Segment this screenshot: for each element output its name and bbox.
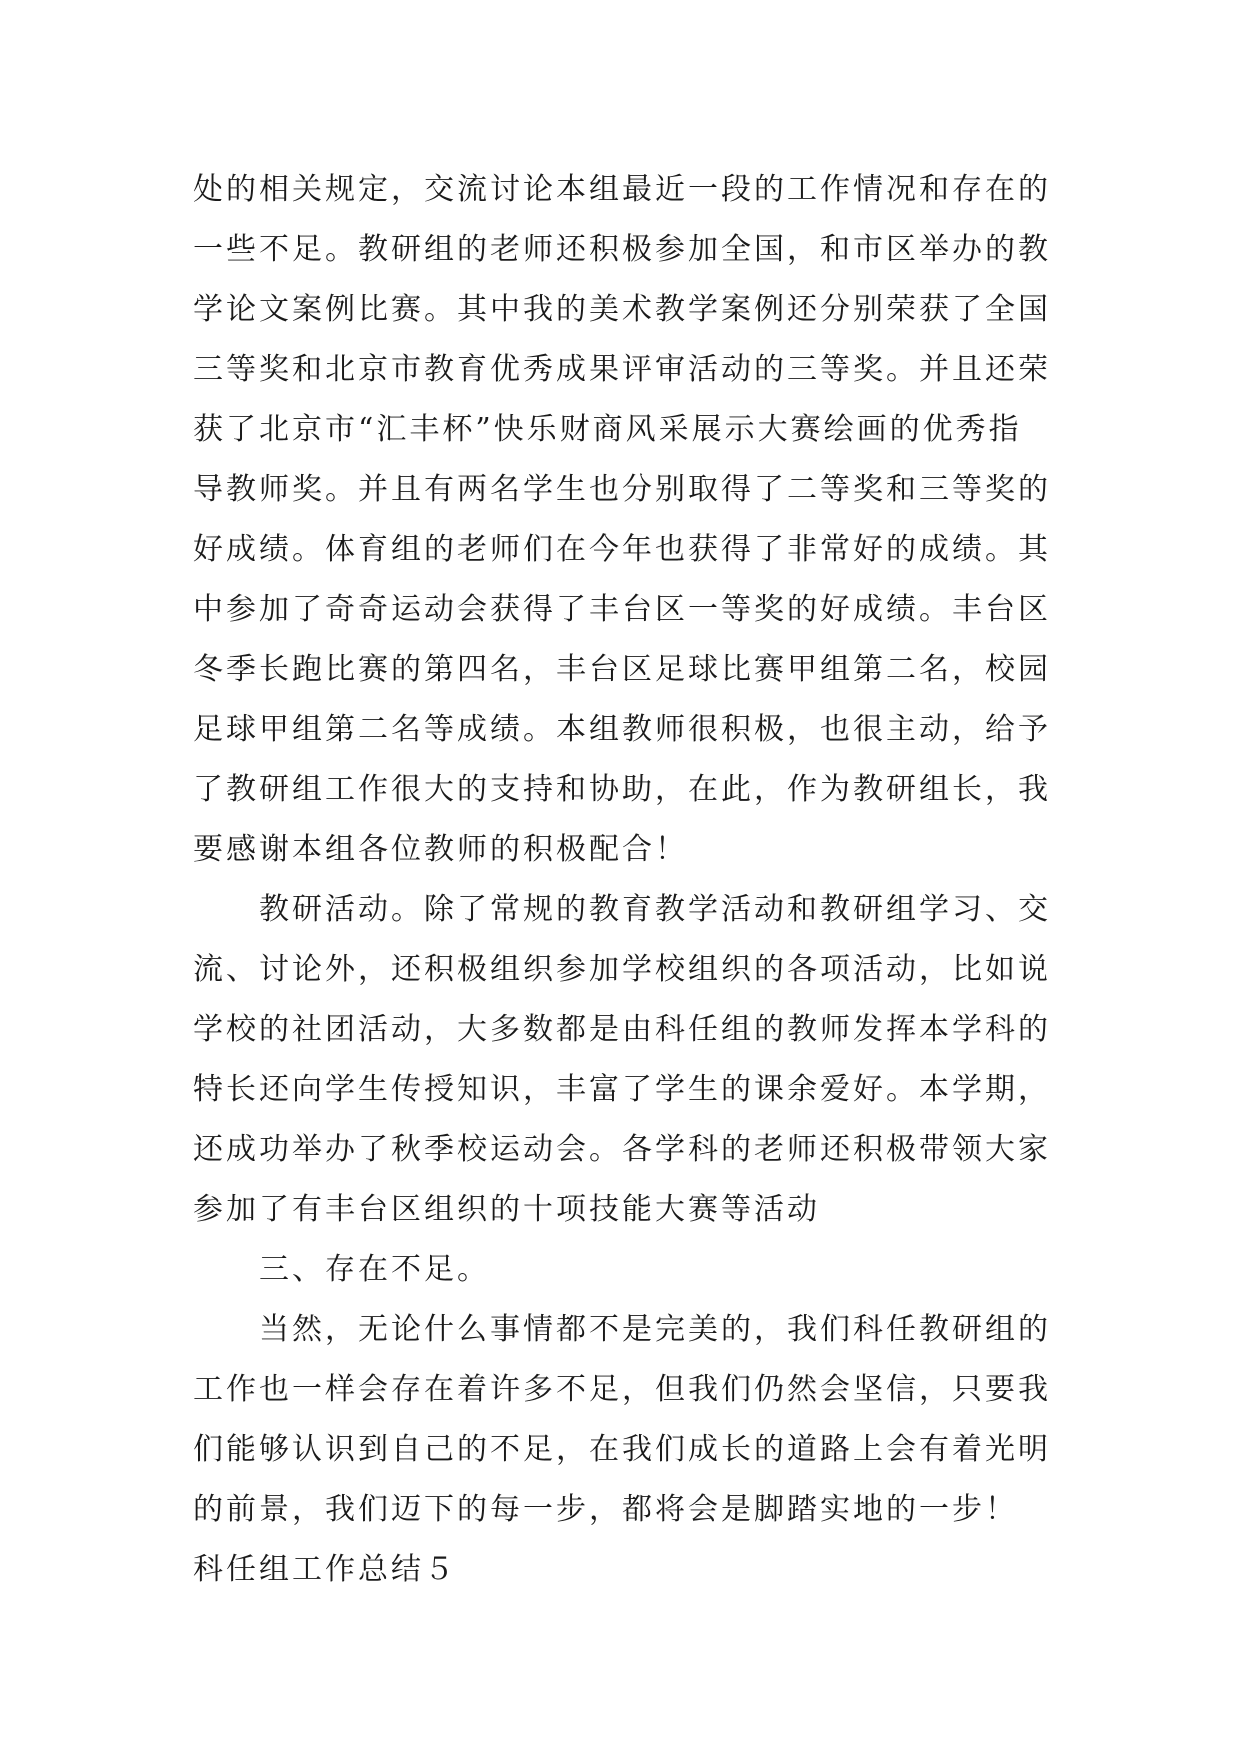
- text-line: 们能够认识到自己的不足，在我们成长的道路上会有着光明: [193, 1432, 1051, 1467]
- text-line: 还成功举办了秋季校运动会。各学科的老师还积极带领大家: [193, 1132, 1051, 1167]
- paragraph-activities: [193, 880, 1073, 1240]
- section-heading: 三、存在不足。: [259, 1252, 490, 1287]
- next-section-title: 科任组工作总结５: [193, 1552, 457, 1587]
- text-line: 处的相关规定，交流讨论本组最近一段的工作情况和存在的: [193, 172, 1051, 207]
- text-line: 导教师奖。并且有两名学生也分别取得了二等奖和三等奖的: [193, 472, 1051, 507]
- text-line: 三等奖和北京市教育优秀成果评审活动的三等奖。并且还荣: [193, 352, 1051, 387]
- text-line: 好成绩。体育组的老师们在今年也获得了非常好的成绩。其: [193, 532, 1051, 567]
- text-line: 工作也一样会存在着许多不足，但我们仍然会坚信，只要我: [193, 1372, 1051, 1407]
- text-line: 流、讨论外，还积极组织参加学校组织的各项活动，比如说: [193, 952, 1051, 987]
- text-line: 中参加了奇奇运动会获得了丰台区一等奖的好成绩。丰台区: [193, 592, 1051, 627]
- text-line: 获了北京市“汇丰杯”快乐财商风采展示大赛绘画的优秀指: [193, 412, 1022, 447]
- text-line: 学论文案例比赛。其中我的美术教学案例还分别荣获了全国: [193, 292, 1051, 327]
- text-line: 特长还向学生传授知识，丰富了学生的课余爱好。本学期，: [193, 1072, 1051, 1107]
- text-line: 的前景，我们迈下的每一步，都将会是脚踏实地的一步！: [193, 1492, 1018, 1527]
- text-line: 足球甲组第二名等成绩。本组教师很积极，也很主动，给予: [193, 712, 1051, 747]
- body-text: [193, 160, 1073, 1600]
- paragraph-shortcomings: [193, 1300, 1073, 1540]
- text-line: 要感谢本组各位教师的积极配合！: [193, 832, 688, 867]
- text-line: 一些不足。教研组的老师还积极参加全国，和市区举办的教: [193, 232, 1051, 267]
- text-line: 了教研组工作很大的支持和协助，在此，作为教研组长，我: [193, 772, 1051, 807]
- text-line: 当然，无论什么事情都不是完美的，我们科任教研组的: [259, 1312, 1051, 1347]
- text-line: 冬季长跑比赛的第四名，丰台区足球比赛甲组第二名，校园: [193, 652, 1051, 687]
- text-line: 参加了有丰台区组织的十项技能大赛等活动: [193, 1192, 820, 1227]
- paragraph-awards: [193, 160, 1073, 880]
- text-line: 学校的社团活动，大多数都是由科任组的教师发挥本学科的: [193, 1012, 1051, 1047]
- text-line: 教研活动。除了常规的教育教学活动和教研组学习、交: [259, 892, 1051, 927]
